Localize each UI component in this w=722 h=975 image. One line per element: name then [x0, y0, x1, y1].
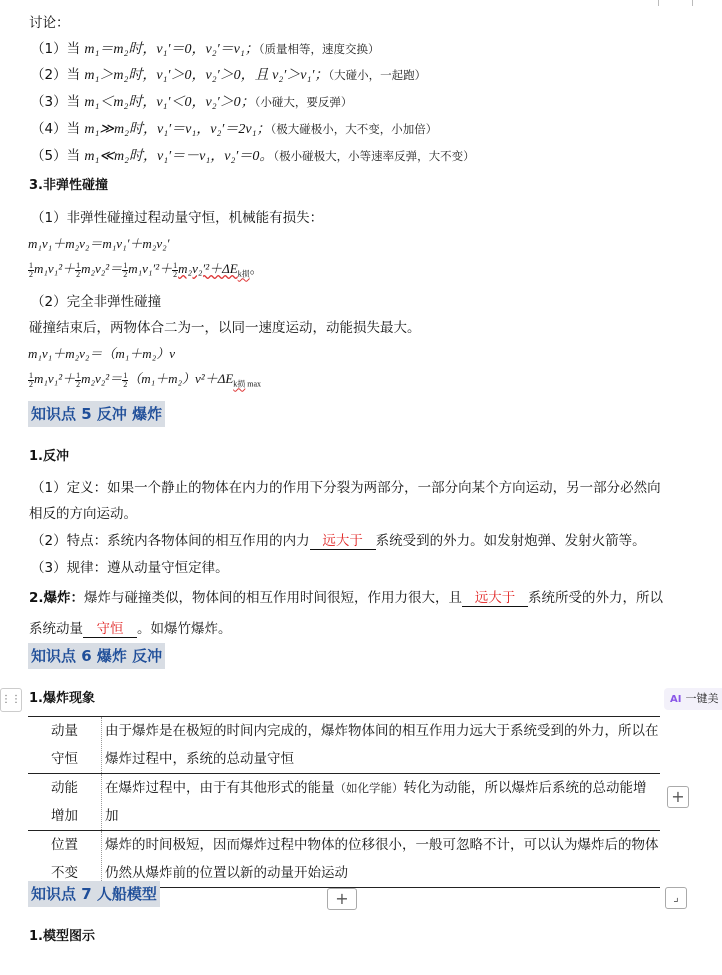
ai-beautify-label: 一键美: [685, 692, 719, 705]
explosion-phenomenon-heading: 1.爆炸现象: [29, 691, 95, 706]
discussion-item-1: （1）当 m₁＝m₂时，v₁′＝0，v₂′＝v₁；（质量相等，速度交换）: [31, 41, 380, 57]
table-cell-value: 爆炸的时间极短，因而爆炸过程中物体的位移很小，一般可忽略不计，可以认为爆炸后的物体 仍然从爆炸前的位置以新的动量开始运动: [102, 831, 661, 888]
fraction-half: $\frac{1}{2}$: [173, 260, 178, 279]
inelastic-p1: （1）非弹性碰撞过程动量守恒，机械能有损失：: [31, 210, 324, 226]
perfectly-inelastic-momentum: m₁v₁＋m₂v₂＝（m₁＋m₂）v: [28, 346, 175, 361]
add-row-button[interactable]: +: [327, 888, 357, 910]
fraction-half: $\frac{1}{2}$: [76, 370, 81, 389]
table-cell-key: 位置 不变: [28, 831, 102, 888]
inelastic-p3: 碰撞结束后，两物体合二为一，以同一速度运动，动能损失最大。: [29, 320, 421, 336]
knowledge-point-5-heading: 知识点 5 反冲 爆炸: [28, 401, 165, 427]
explosion-paragraph: 2.爆炸：爆炸与碰撞类似，物体间的相互作用时间很短，作用力很大，且 远大于 系统所受的外力，所以: [29, 586, 663, 607]
fraction-half: $\frac{1}{2}$: [123, 370, 128, 389]
inelastic-heading: 3.非弹性碰撞: [29, 178, 108, 193]
page-corner-mark-right: [682, 0, 693, 6]
knowledge-point-7-heading: 知识点 7 人船模型: [28, 881, 160, 907]
explosion-table: [28, 716, 660, 888]
discussion-item-3: （3）当 m₁＜m₂时，v₁′＜0，v₂′＞0；（小碰大，要反弹）: [31, 94, 353, 110]
fill-blank-answer: 守恒: [83, 617, 137, 638]
fraction-half: $\frac{1}{2}$: [29, 260, 33, 279]
model-diagram-heading: 1.模型图示: [29, 929, 95, 944]
ai-beautify-button[interactable]: [664, 688, 722, 710]
recoil-feature: （2）特点：系统内各物体间的相互作用的内力 远大于 系统受到的外力。如发射炮弹、发射火箭等。: [31, 529, 646, 550]
discussion-item-4: （4）当 m₁≫m₂时，v₁′＝v₁，v₂′＝2v₁；（极大碰极小，大不变，小加倍）: [31, 121, 438, 137]
page-corner-mark-left: [658, 0, 669, 6]
recoil-rule: （3）规律：遵从动量守恒定律。: [31, 560, 229, 576]
table-cell-key: 动量 守恒: [28, 717, 102, 774]
discussion-item-2: （2）当 m₁＞m₂时，v₁′＞0，v₂′＞0，且 v₂′＞v₁′；（大碰小，一起跑）: [31, 67, 427, 83]
add-column-button[interactable]: +: [667, 786, 689, 808]
fill-blank-answer: 远大于: [310, 529, 376, 550]
discussion-item-5: （5）当 m₁≪m₂时，v₁′＝－v₁，v₂′＝0。（极小碰极大，小等速率反弹，大不变）: [31, 148, 475, 164]
ai-icon: AI: [670, 694, 682, 705]
table-cell-value: 在爆炸过程中，由于有其他形式的能量（如化学能）转化为动能，所以爆炸后系统的总动能增 加: [102, 774, 661, 831]
drag-handle-icon[interactable]: ⋮⋮: [0, 688, 22, 712]
inelastic-p2: （2）完全非弹性碰撞: [31, 294, 162, 310]
recoil-heading: 1.反冲: [29, 449, 69, 464]
discussion-title: 讨论：: [29, 15, 70, 31]
recoil-definition-cont: 相反的方向运动。: [29, 506, 137, 522]
explosion-paragraph-cont: 系统动量 守恒 。如爆竹爆炸。: [29, 617, 232, 638]
table-row: [28, 831, 660, 888]
fraction-half: $\frac{1}{2}$: [123, 260, 128, 279]
recoil-definition: （1）定义：如果一个静止的物体在内力的作用下分裂为两部分，一部分向某个方向运动，另一部分必然向: [31, 480, 661, 496]
knowledge-point-6-heading: 知识点 6 爆炸 反冲: [28, 643, 165, 669]
fill-blank-answer: 远大于: [462, 586, 528, 607]
table-row: [28, 717, 660, 774]
fraction-half: $\frac{1}{2}$: [29, 370, 33, 389]
table-cell-value: 由于爆炸是在极短的时间内完成的，爆炸物体间的相互作用力远大于系统受到的外力，所以在 爆炸过程中，系统的总动量守恒: [102, 717, 661, 774]
table-cell-key: 动能 增加: [28, 774, 102, 831]
table-row: [28, 774, 660, 831]
momentum-equation: m₁v₁＋m₂v₂＝m₁v₁′＋m₂v₂′: [28, 236, 170, 251]
fraction-half: $\frac{1}{2}$: [76, 260, 81, 279]
expand-table-button[interactable]: ⌟: [665, 887, 687, 909]
energy-equation: $\frac{1}{2}$ m₁v₁²＋ $\frac{1}{2}$ m₂v₂²＝ $\frac{1}{2}$ m₁v₁′²＋ $\frac{1}{2}$ $m_2v_2'^2+\Delta E_{k损}$。: [29, 260, 263, 279]
perfectly-inelastic-energy: $\frac{1}{2}$ m₁v₁²＋ $\frac{1}{2}$ m₂v₂²＝ $\frac{1}{2}$ $(m_1+m_2)v^2+\Delta E_{k损}$ $_{max}$: [29, 370, 262, 389]
